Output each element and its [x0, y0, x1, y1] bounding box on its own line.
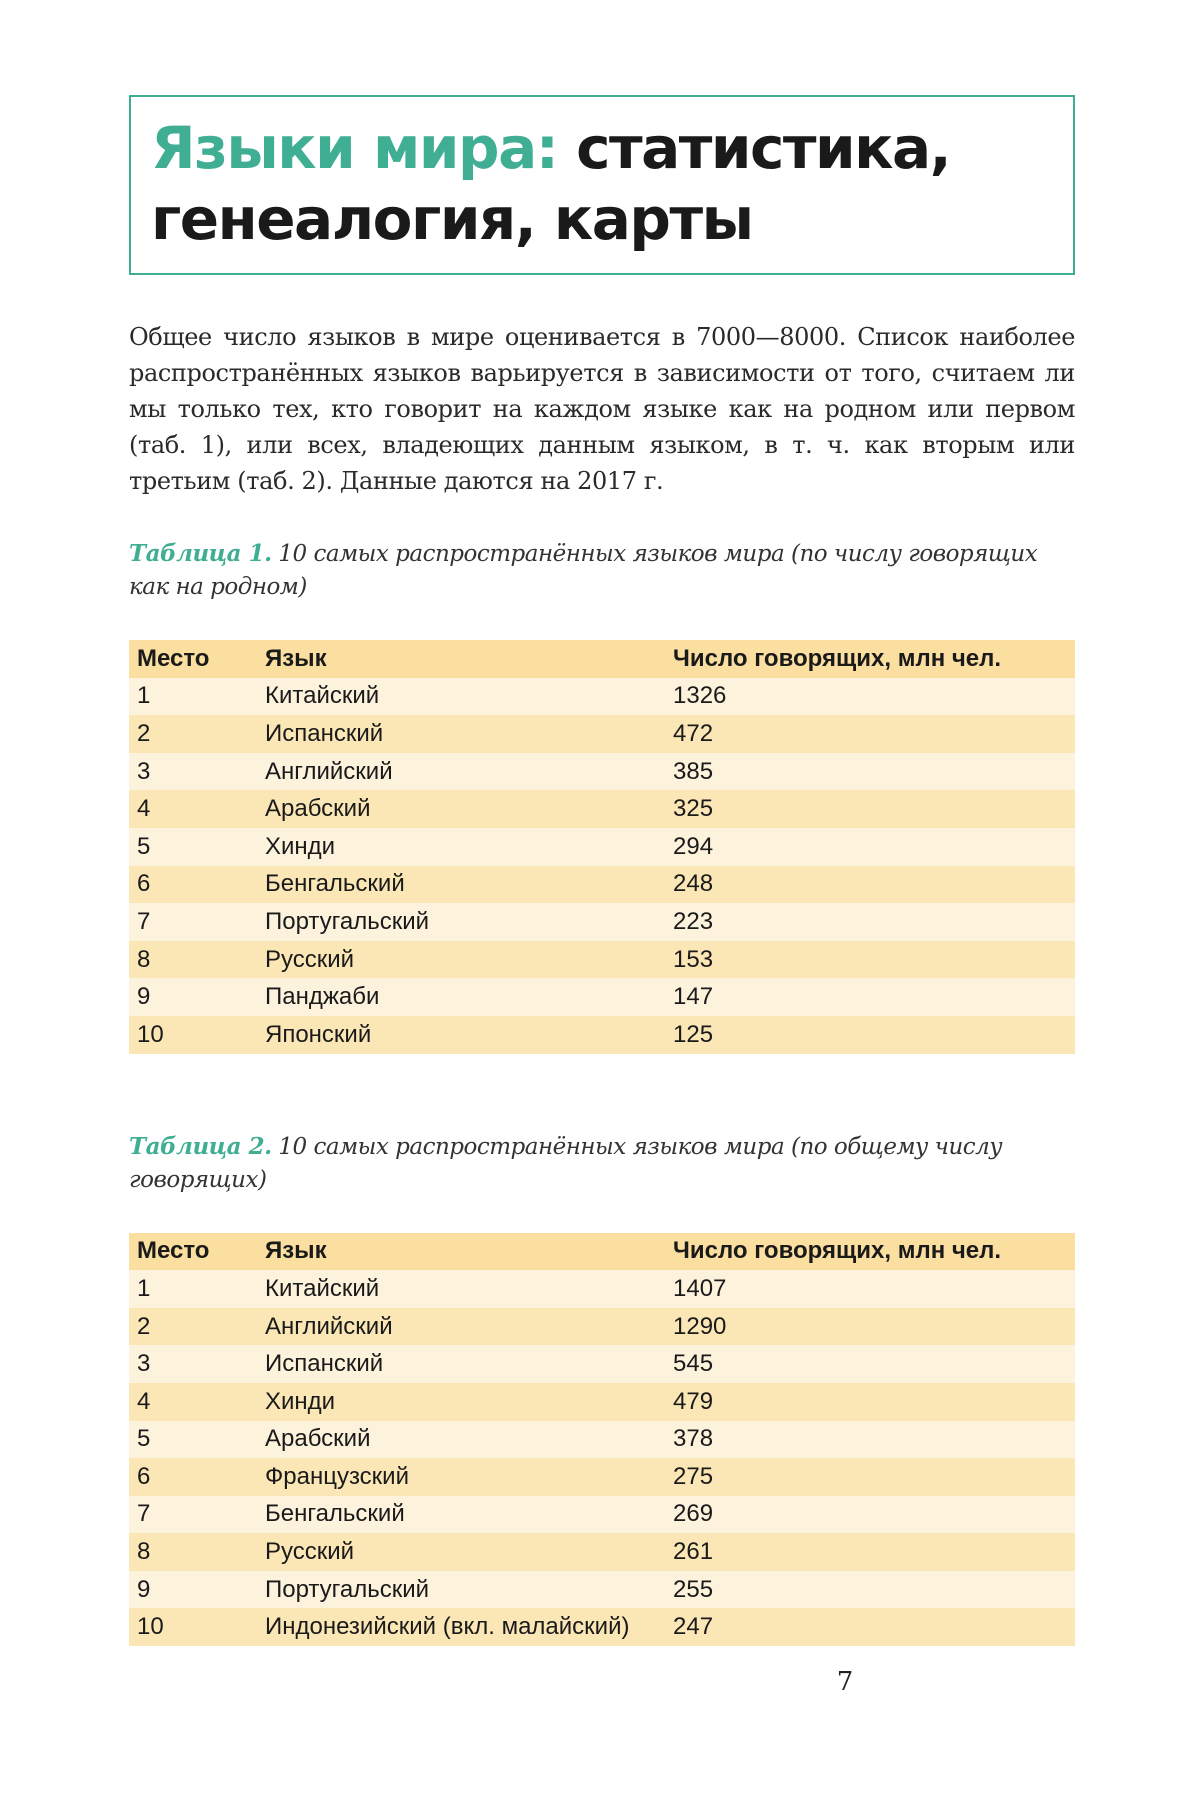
language-cell: Арабский	[257, 1421, 665, 1459]
column-header-rank: Место	[129, 1233, 257, 1271]
speakers-cell: 385	[665, 753, 1075, 791]
speakers-cell: 1407	[665, 1270, 1075, 1308]
rank-cell: 5	[129, 1421, 257, 1459]
table2-caption-text: 10 самых распространённых языков мира (по общему числу говорящих)	[129, 1133, 1003, 1193]
speakers-cell: 261	[665, 1533, 1075, 1571]
intro-paragraph: Общее число языков в мире оценивается в 7000—8000. Список наиболее распространённых языков варьируется в зависимости от того, считаем ли мы только тех, кто говорит на каждом языке как на родном или первом (таб. 1), или всех, владеющих данным языком, в т. ч. как вторым или третьим (таб. 2). Данные даются на 2017 г.	[129, 323, 1075, 495]
table1	[129, 640, 1075, 1054]
rank-cell: 2	[129, 715, 257, 753]
table1-caption-label: Таблица 1.	[129, 540, 272, 567]
language-cell: Хинди	[257, 1383, 665, 1421]
speakers-cell: 125	[665, 1016, 1075, 1054]
language-cell: Русский	[257, 941, 665, 979]
rank-cell: 3	[129, 1345, 257, 1383]
column-header-speakers: Число говорящих, млн чел.	[665, 640, 1075, 678]
rank-cell: 3	[129, 753, 257, 791]
language-cell: Бенгальский	[257, 1496, 665, 1534]
speakers-cell: 275	[665, 1458, 1075, 1496]
speakers-cell: 479	[665, 1383, 1075, 1421]
rank-cell: 4	[129, 1383, 257, 1421]
language-cell: Панджаби	[257, 978, 665, 1016]
speakers-cell: 378	[665, 1421, 1075, 1459]
page-content	[129, 95, 1075, 1646]
table-row	[129, 1496, 1075, 1534]
table-row	[129, 1458, 1075, 1496]
column-header-rank: Место	[129, 640, 257, 678]
rank-cell: 5	[129, 828, 257, 866]
language-cell: Английский	[257, 753, 665, 791]
title-rest: статистика, генеалогия, карты	[151, 114, 951, 253]
language-cell: Японский	[257, 1016, 665, 1054]
table-row	[129, 828, 1075, 866]
column-header-speakers: Число говорящих, млн чел.	[665, 1233, 1075, 1271]
table-row	[129, 941, 1075, 979]
rank-cell: 2	[129, 1308, 257, 1346]
rank-cell: 8	[129, 1533, 257, 1571]
language-cell: Английский	[257, 1308, 665, 1346]
rank-cell: 7	[129, 1496, 257, 1534]
table2	[129, 1233, 1075, 1647]
table-row	[129, 1421, 1075, 1459]
speakers-cell: 545	[665, 1345, 1075, 1383]
table1-caption-text: 10 самых распространённых языков мира (по числу говорящих как на родном)	[129, 541, 1038, 600]
table-row	[129, 790, 1075, 828]
language-cell: Индонезийский (вкл. малайский)	[257, 1608, 665, 1646]
language-cell: Португальский	[257, 903, 665, 941]
rank-cell: 9	[129, 1571, 257, 1609]
column-header-language: Язык	[257, 1233, 665, 1271]
table-row	[129, 978, 1075, 1016]
speakers-cell: 269	[665, 1496, 1075, 1534]
language-cell: Испанский	[257, 1345, 665, 1383]
table-row	[129, 1308, 1075, 1346]
speakers-cell: 255	[665, 1571, 1075, 1609]
rank-cell: 10	[129, 1016, 257, 1054]
column-header-language: Язык	[257, 640, 665, 678]
table-row	[129, 1016, 1075, 1054]
table2-caption	[129, 1130, 1075, 1197]
table-row	[129, 715, 1075, 753]
table-header-row	[129, 640, 1075, 678]
page-number: 7	[836, 1667, 854, 1697]
table-row	[129, 1608, 1075, 1646]
language-cell: Португальский	[257, 1571, 665, 1609]
speakers-cell: 248	[665, 866, 1075, 904]
table-row	[129, 678, 1075, 716]
rank-cell: 7	[129, 903, 257, 941]
table-row	[129, 753, 1075, 791]
speakers-cell: 147	[665, 978, 1075, 1016]
table-header-row	[129, 1233, 1075, 1271]
page-title	[151, 113, 1053, 255]
title-accent: Языки мира:	[151, 114, 558, 182]
table-row	[129, 903, 1075, 941]
rank-cell: 6	[129, 1458, 257, 1496]
table-row	[129, 1345, 1075, 1383]
speakers-cell: 1290	[665, 1308, 1075, 1346]
speakers-cell: 153	[665, 941, 1075, 979]
speakers-cell: 223	[665, 903, 1075, 941]
rank-cell: 10	[129, 1608, 257, 1646]
rank-cell: 6	[129, 866, 257, 904]
table-row	[129, 866, 1075, 904]
speakers-cell: 294	[665, 828, 1075, 866]
language-cell: Русский	[257, 1533, 665, 1571]
title-box	[129, 95, 1075, 275]
rank-cell: 1	[129, 678, 257, 716]
table1-caption	[129, 537, 1075, 604]
speakers-cell: 247	[665, 1608, 1075, 1646]
table-row	[129, 1533, 1075, 1571]
table-row	[129, 1270, 1075, 1308]
language-cell: Французский	[257, 1458, 665, 1496]
table-row	[129, 1571, 1075, 1609]
rank-cell: 1	[129, 1270, 257, 1308]
table-row	[129, 1383, 1075, 1421]
language-cell: Китайский	[257, 678, 665, 716]
language-cell: Арабский	[257, 790, 665, 828]
rank-cell: 9	[129, 978, 257, 1016]
speakers-cell: 1326	[665, 678, 1075, 716]
speakers-cell: 472	[665, 715, 1075, 753]
rank-cell: 4	[129, 790, 257, 828]
rank-cell: 8	[129, 941, 257, 979]
language-cell: Бенгальский	[257, 866, 665, 904]
table2-caption-label: Таблица 2.	[129, 1132, 272, 1160]
speakers-cell: 325	[665, 790, 1075, 828]
language-cell: Хинди	[257, 828, 665, 866]
language-cell: Китайский	[257, 1270, 665, 1308]
language-cell: Испанский	[257, 715, 665, 753]
